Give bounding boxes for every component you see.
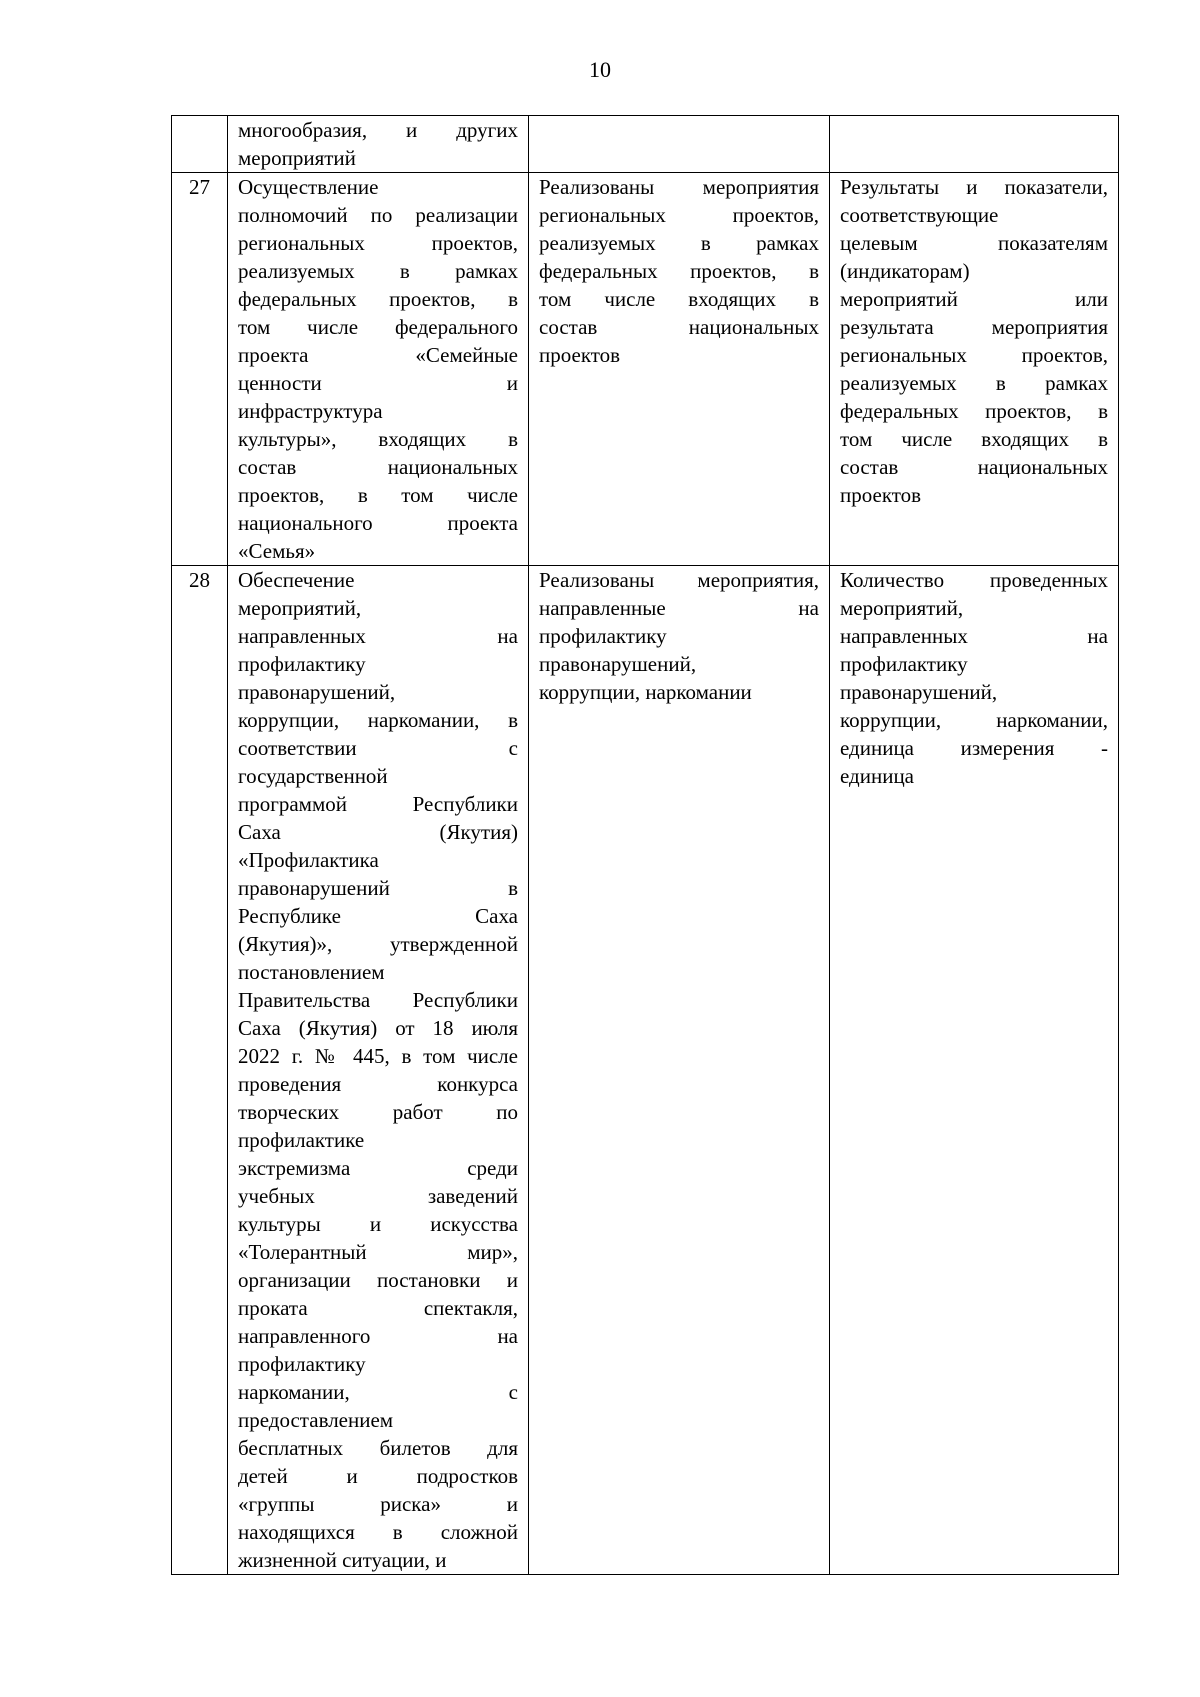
cell-line: профилактику: [238, 1352, 366, 1376]
cell-line: (индикаторам): [840, 259, 970, 283]
cell-line: федеральных проектов, в: [840, 399, 1108, 423]
activity-cell: [228, 566, 529, 1575]
cell-line: соответствии с: [238, 736, 518, 760]
cell-line: Реализованы мероприятия: [539, 175, 819, 199]
cell-line: проведения конкурса: [238, 1072, 518, 1096]
cell-line: Обеспечение: [238, 568, 355, 592]
cell-line: «Профилактика: [238, 848, 379, 872]
cell-line: мероприятий: [238, 146, 356, 170]
row-number: 27: [172, 173, 228, 566]
result-cell: [529, 116, 830, 173]
cell-line: проката спектакля,: [238, 1296, 518, 1320]
cell-line: реализуемых в рамках: [238, 259, 518, 283]
cell-line: федеральных проектов, в: [238, 287, 518, 311]
cell-line: (Якутия)», утвержденной: [238, 932, 518, 956]
cell-line: проектов, в том числе: [238, 483, 518, 507]
cell-line: Количество проведенных: [840, 568, 1108, 592]
cell-line: региональных проектов,: [238, 231, 518, 255]
cell-line: организации постановки и: [238, 1268, 518, 1292]
cell-line: ценности и: [238, 371, 518, 395]
cell-line: мероприятий или: [840, 287, 1108, 311]
cell-line: коррупции, наркомании: [539, 680, 752, 704]
cell-line: направленные на: [539, 596, 819, 620]
document-table: [171, 115, 1119, 1575]
cell-line: реализуемых в рамках: [539, 231, 819, 255]
cell-line: том числе входящих в: [539, 287, 819, 311]
cell-line: находящихся в сложной: [238, 1520, 518, 1544]
cell-line: наркомании, с: [238, 1380, 518, 1404]
cell-line: государственной: [238, 764, 388, 788]
cell-line: профилактику: [840, 652, 968, 676]
cell-line: мероприятий,: [238, 596, 362, 620]
cell-line: «Семья»: [238, 539, 316, 563]
cell-line: полномочий по реализации: [238, 203, 518, 227]
cell-line: 2022 г. № 445, в том числе: [238, 1044, 518, 1068]
cell-line: инфраструктура: [238, 399, 383, 423]
cell-line: бесплатных билетов для: [238, 1436, 518, 1460]
cell-line: жизненной ситуации, и: [238, 1548, 447, 1572]
indicator-cell: [830, 116, 1119, 173]
row-number: 28: [172, 566, 228, 1575]
cell-line: том числе входящих в: [840, 427, 1108, 451]
cell-line: профилактике: [238, 1128, 365, 1152]
cell-line: Осуществление: [238, 175, 379, 199]
cell-line: проектов: [840, 483, 922, 507]
cell-line: экстремизма среди: [238, 1156, 518, 1180]
cell-line: мероприятий,: [840, 596, 964, 620]
activity-cell: [228, 173, 529, 566]
cell-line: правонарушений в: [238, 876, 518, 900]
table-row: [172, 566, 1119, 1575]
cell-line: Правительства Республики: [238, 988, 518, 1012]
result-cell: [529, 173, 830, 566]
cell-line: правонарушений,: [840, 680, 998, 704]
cell-line: Реализованы мероприятия,: [539, 568, 819, 592]
cell-line: результата мероприятия: [840, 315, 1108, 339]
cell-line: национального проекта: [238, 511, 518, 535]
cell-line: состав национальных: [840, 455, 1108, 479]
cell-line: профилактику: [539, 624, 667, 648]
cell-line: детей и подростков: [238, 1464, 518, 1488]
indicator-cell: [830, 173, 1119, 566]
cell-line: соответствующие: [840, 203, 999, 227]
cell-line: культуры и искусства: [238, 1212, 518, 1236]
cell-line: культуры», входящих в: [238, 427, 518, 451]
cell-line: творческих работ по: [238, 1100, 518, 1124]
cell-line: направленного на: [238, 1324, 518, 1348]
cell-line: профилактику: [238, 652, 366, 676]
cell-line: том числе федерального: [238, 315, 518, 339]
cell-line: региональных проектов,: [539, 203, 819, 227]
activity-cell: [228, 116, 529, 173]
indicator-cell: [830, 566, 1119, 1575]
cell-line: постановлением: [238, 960, 385, 984]
cell-line: коррупции, наркомании, в: [238, 708, 518, 732]
cell-line: проекта «Семейные: [238, 343, 518, 367]
cell-line: Саха (Якутия): [238, 820, 518, 844]
cell-line: коррупции, наркомании,: [840, 708, 1108, 732]
cell-line: «Толерантный мир»,: [238, 1240, 518, 1264]
cell-line: направленных на: [238, 624, 518, 648]
cell-line: Результаты и показатели,: [840, 175, 1108, 199]
cell-line: многообразия, и других: [238, 118, 518, 142]
cell-line: состав национальных: [238, 455, 518, 479]
table-row: [172, 116, 1119, 173]
cell-line: Республике Саха: [238, 904, 518, 928]
cell-line: единица измерения -: [840, 736, 1108, 760]
cell-line: региональных проектов,: [840, 343, 1108, 367]
cell-line: проектов: [539, 343, 621, 367]
cell-line: целевым показателям: [840, 231, 1108, 255]
result-cell: [529, 566, 830, 1575]
cell-line: состав национальных: [539, 315, 819, 339]
page-number: 10: [589, 57, 611, 82]
cell-line: правонарушений,: [238, 680, 396, 704]
cell-line: направленных на: [840, 624, 1108, 648]
cell-line: правонарушений,: [539, 652, 697, 676]
cell-line: Саха (Якутия) от 18 июля: [238, 1016, 518, 1040]
table-body: [172, 116, 1119, 1575]
cell-line: «группы риска» и: [238, 1492, 518, 1516]
cell-line: единица: [840, 764, 915, 788]
table-row: [172, 173, 1119, 566]
row-number: [172, 116, 228, 173]
cell-line: учебных заведений: [238, 1184, 518, 1208]
cell-line: предоставлением: [238, 1408, 394, 1432]
cell-line: программой Республики: [238, 792, 518, 816]
cell-line: реализуемых в рамках: [840, 371, 1108, 395]
cell-line: федеральных проектов, в: [539, 259, 819, 283]
